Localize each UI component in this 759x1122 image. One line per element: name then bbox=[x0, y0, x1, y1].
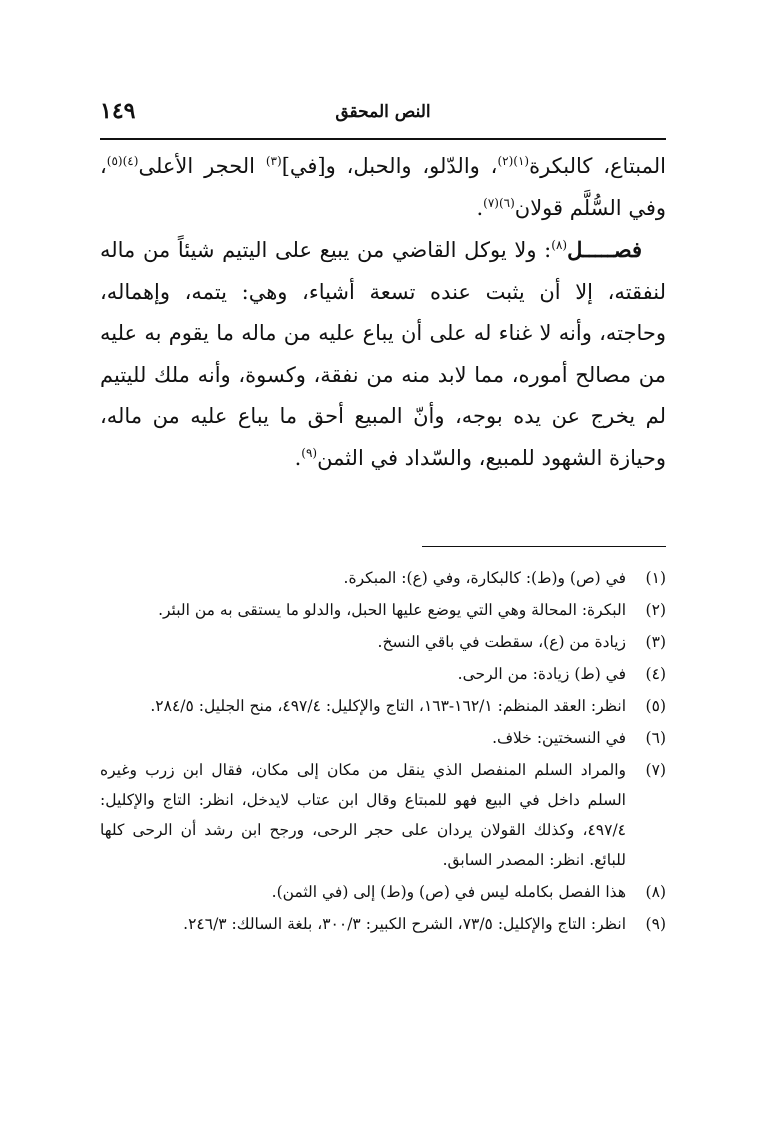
footnote bbox=[100, 563, 666, 593]
footnote-number: (٨) bbox=[645, 883, 666, 901]
text-run: ، والدّلو، والحبل، و[في] bbox=[281, 154, 498, 178]
text-run: . bbox=[294, 445, 302, 470]
footnote-number: (٢) bbox=[645, 601, 666, 619]
footnote-text: البكرة: المحالة وهي التي يوضع عليها الحبل، والدلو ما يستقى به من البئر. bbox=[158, 601, 626, 619]
footnote-number: (٥) bbox=[645, 697, 666, 715]
footnote-ref: (١)(٢) bbox=[497, 154, 530, 168]
footnote bbox=[100, 691, 666, 721]
footnote bbox=[100, 659, 666, 689]
footnote-text: انظر: التاج والإكليل: ٧٣/٥، الشرح الكبير: ٣٠٠/٣، بلغة السالك: ٢٤٦/٣. bbox=[183, 915, 626, 933]
footnote-text: في (ط) زيادة: من الرحى. bbox=[457, 665, 626, 683]
text-run: ، وفي السُّلَّم قولان bbox=[100, 154, 666, 220]
footnote-number: (٦) bbox=[645, 729, 666, 747]
footnote bbox=[100, 909, 666, 939]
footnote bbox=[100, 755, 666, 875]
text-run: . bbox=[476, 195, 484, 220]
footnote-ref: (٣) bbox=[265, 154, 282, 168]
running-title: النص المحقق bbox=[335, 102, 431, 122]
text-run: المبتاع، كالبكرة bbox=[529, 154, 667, 178]
footnote bbox=[100, 627, 666, 657]
footnote-number: (١) bbox=[645, 569, 666, 587]
paragraph-2 bbox=[100, 229, 666, 479]
footnote-text: والمراد السلم المنفصل الذي ينقل من مكان إلى مكان، فقال ابن زرب وغيره السلم داخل في البيع فهو للمبتاع وقال ابن عتاب لايدخل، انظر: التاج والإكليل: ٤٩٧/٤، وكذلك القولان يردان على حجر الرحى، ورجح ابن رشد أن الرحى كلها للبائع. انظر: المصدر السابق. bbox=[100, 761, 626, 869]
footnote-number: (٤) bbox=[645, 665, 666, 683]
section-heading: فصـــــل bbox=[567, 237, 642, 262]
footnote-number: (٩) bbox=[645, 915, 666, 933]
footnote-text: هذا الفصل بكامله ليس في (ص) و(ط) إلى (في الثمن). bbox=[271, 883, 626, 901]
footnote-separator bbox=[422, 546, 666, 547]
footnote-ref: (٨) bbox=[551, 238, 568, 252]
page-header bbox=[100, 96, 666, 136]
paragraph-1 bbox=[100, 146, 666, 229]
page-number: ١٤٩ bbox=[100, 98, 136, 124]
footnote bbox=[100, 595, 666, 625]
footnote-text: في (ص) و(ط): كالبكارة، وفي (ع): المبكرة. bbox=[343, 569, 626, 587]
header-rule bbox=[100, 138, 666, 140]
footnotes bbox=[100, 563, 666, 939]
footnote-text: انظر: العقد المنظم: ١٦٢/١-١٦٣، التاج والإكليل: ٤٩٧/٤، منح الجليل: ٢٨٤/٥. bbox=[150, 697, 626, 715]
footnote-text: في النسختين: خلاف. bbox=[492, 729, 626, 747]
main-text bbox=[100, 146, 666, 479]
footnote-text: زيادة من (ع)، سقطت في باقي النسخ. bbox=[377, 633, 626, 651]
footnote-ref: (٦)(٧) bbox=[483, 195, 515, 210]
footnote bbox=[100, 877, 666, 907]
text-run: الحجر الأعلى bbox=[138, 154, 266, 178]
footnote-number: (٣) bbox=[645, 633, 666, 651]
footnote-ref: (٤)(٥) bbox=[106, 154, 139, 168]
footnote-number: (٧) bbox=[645, 761, 666, 779]
footnote-ref: (٩) bbox=[301, 445, 318, 460]
footnote bbox=[100, 723, 666, 753]
text-run: : ولا يوكل القاضي من يبيع على اليتيم شيئاً من ماله لنفقته، إلا أن يثبت عنده تسعة أشياء، وهي: يتمه، وإهماله، وحاجته، وأنه لا غناء له على أن يباع عليه من ماله ما يقوم به عليه من مصالح أموره، مما لابد منه من نفقة، وكسوة، وأنه ملك لليتيم لم يخرج عن يده بوجه، وأنّ المبيع أحق ما يباع عليه من ماله، وحيازة الشهود للمبيع، والسّداد في الثمن bbox=[100, 238, 666, 470]
